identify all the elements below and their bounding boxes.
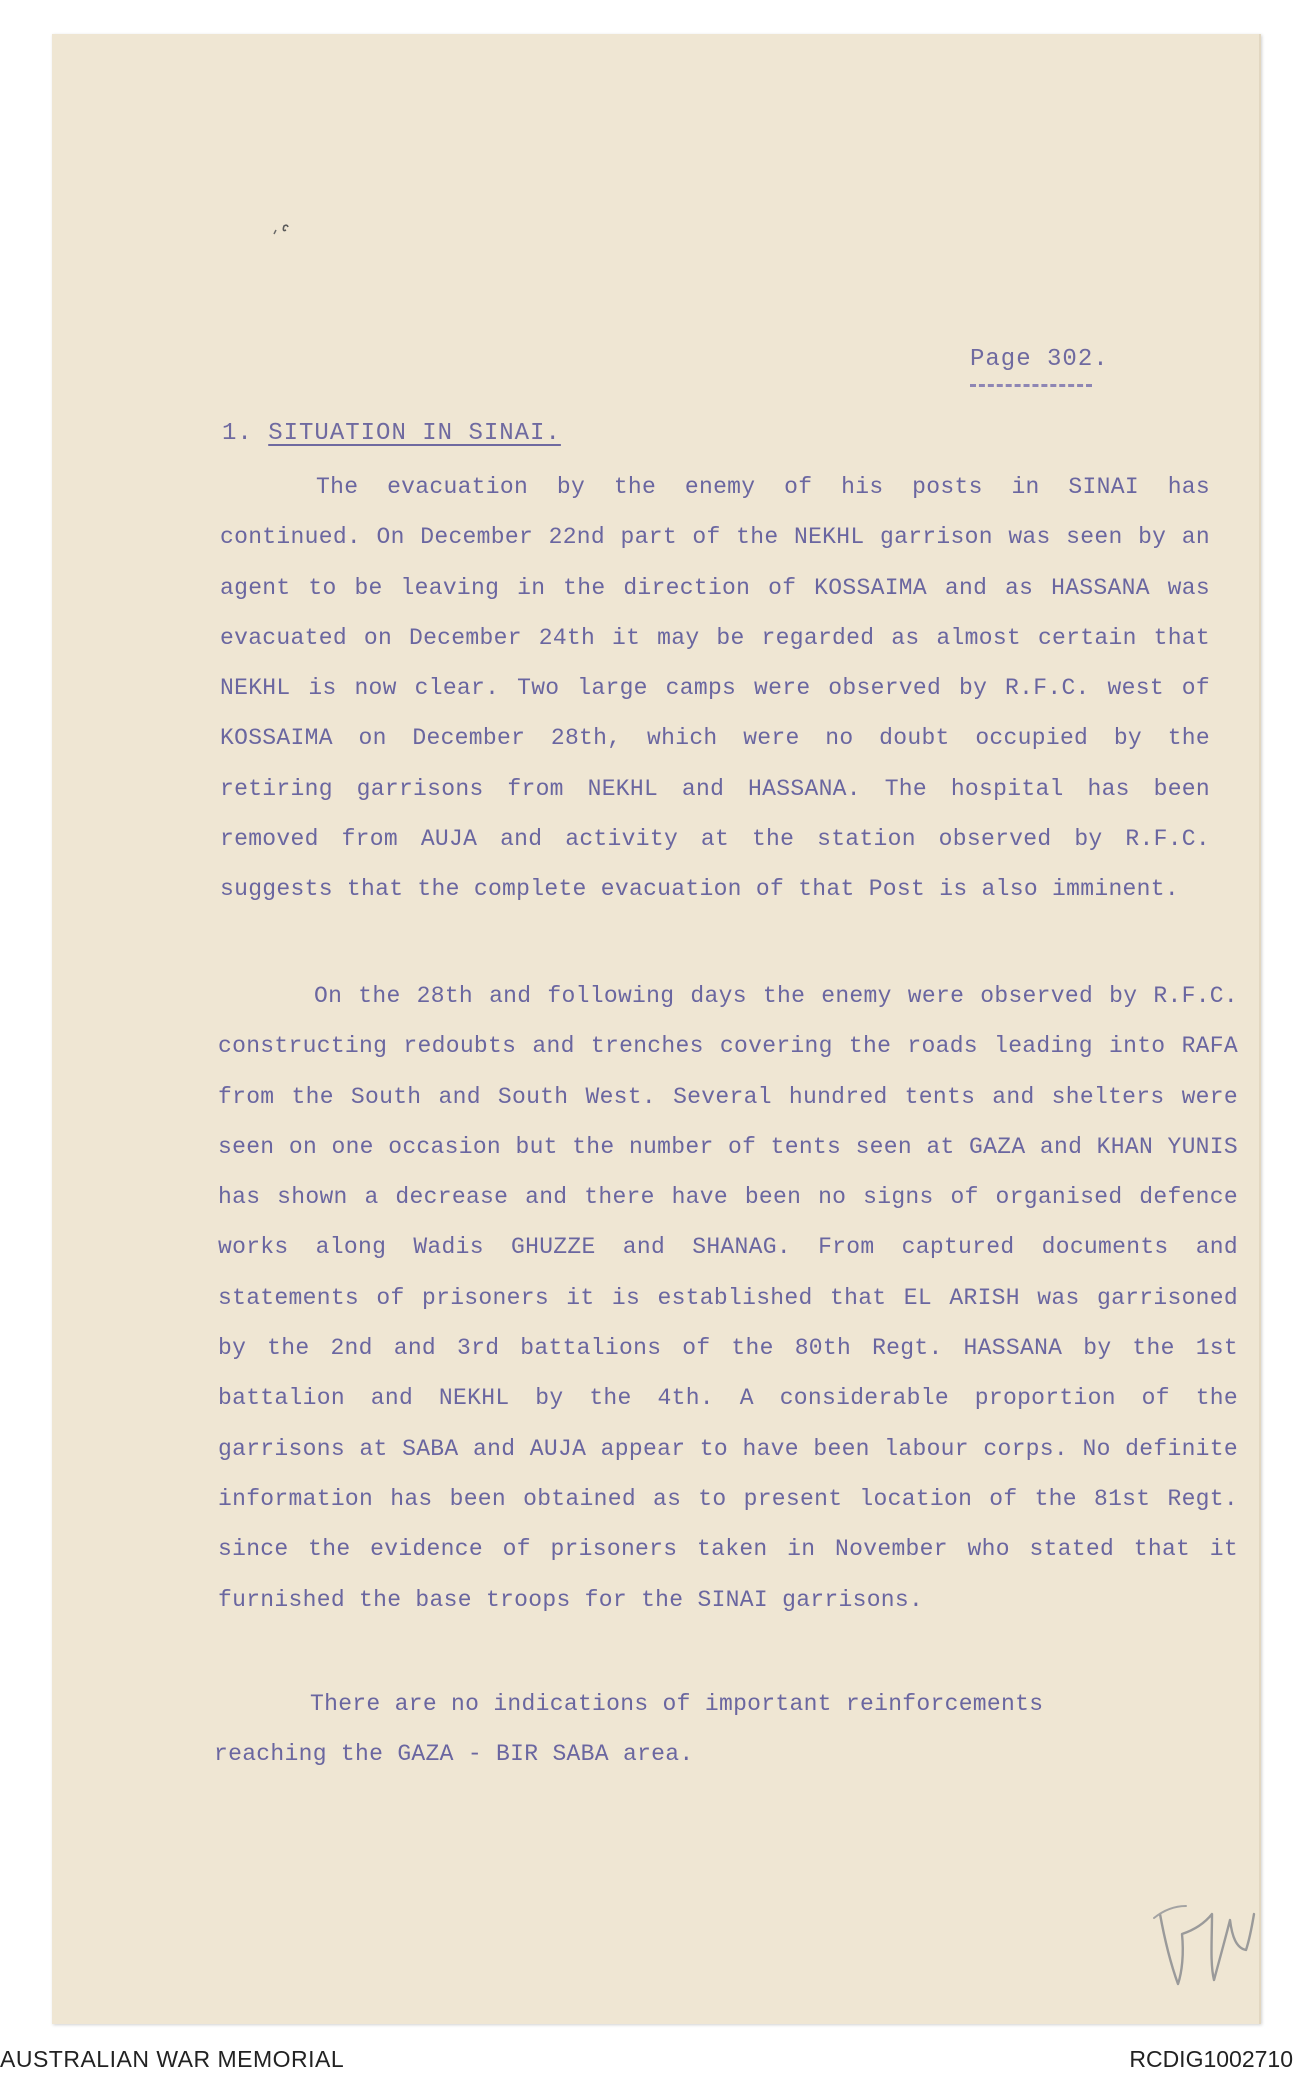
- pencil-initials: [1142, 1884, 1262, 1994]
- footer-institution: AUSTRALIAN WAR MEMORIAL: [0, 2046, 345, 2072]
- page-number: Page 302.: [970, 346, 1109, 373]
- paper-blemish: [270, 218, 294, 238]
- paragraph-rafa-defences: On the 28th and following days the enemy were observed by R.F.C. constructing redoubts and trenches covering the roads leading into RAFA from the South and South West. Several hundred tents and shelters were seen on one occasion but the number of tents seen at GAZA and KHAN YUNIS has shown a decrease and there have been no signs of organised defence works along Wadis GHUZZE and SHANAG. From captured documents and statements of prisoners it is established that EL ARISH was garrisoned by the 2nd and 3rd battalions of the 80th Regt. HASSANA by the 1st battalion and NEKHL by the 4th. A considerable proportion of the garrisons at SABA and AUJA appear to have been labour corps. No definite information has been obtained as to present location of the 81st Regt. since the evidence of prisoners taken in November who stated that it furnished the base troops for the SINAI garrisons.: [218, 983, 1238, 1613]
- paragraph-evacuation: The evacuation by the enemy of his posts in SINAI has continued. On December 22nd part of the NEKHL garrison was seen by an agent to be leaving in the direction of KOSSAIMA and as HASSANA was evacuated on December 24th it may be regarded as almost certain that NEKHL is now clear. Two large camps were observed by R.F.C. west of KOSSAIMA on December 28th, which were no doubt occupied by the retiring garrisons from NEKHL and HASSANA. The hospital has been removed from AUJA and activity at the station observed by R.F.C. suggests that the complete evacuation of that Post is also imminent.: [220, 474, 1210, 903]
- footer-record-id: RCDIG1002710: [1129, 2046, 1293, 2072]
- page-number-underline: [970, 384, 1092, 387]
- paragraph-reinforcements: There are no indications of important reinforcements reaching the GAZA - BIR SABA area.: [214, 1691, 1044, 1768]
- section-number: 1.: [222, 420, 253, 447]
- typed-page: [52, 34, 1261, 2024]
- section-title: SITUATION IN SINAI.: [268, 420, 561, 447]
- section-heading: [222, 420, 561, 447]
